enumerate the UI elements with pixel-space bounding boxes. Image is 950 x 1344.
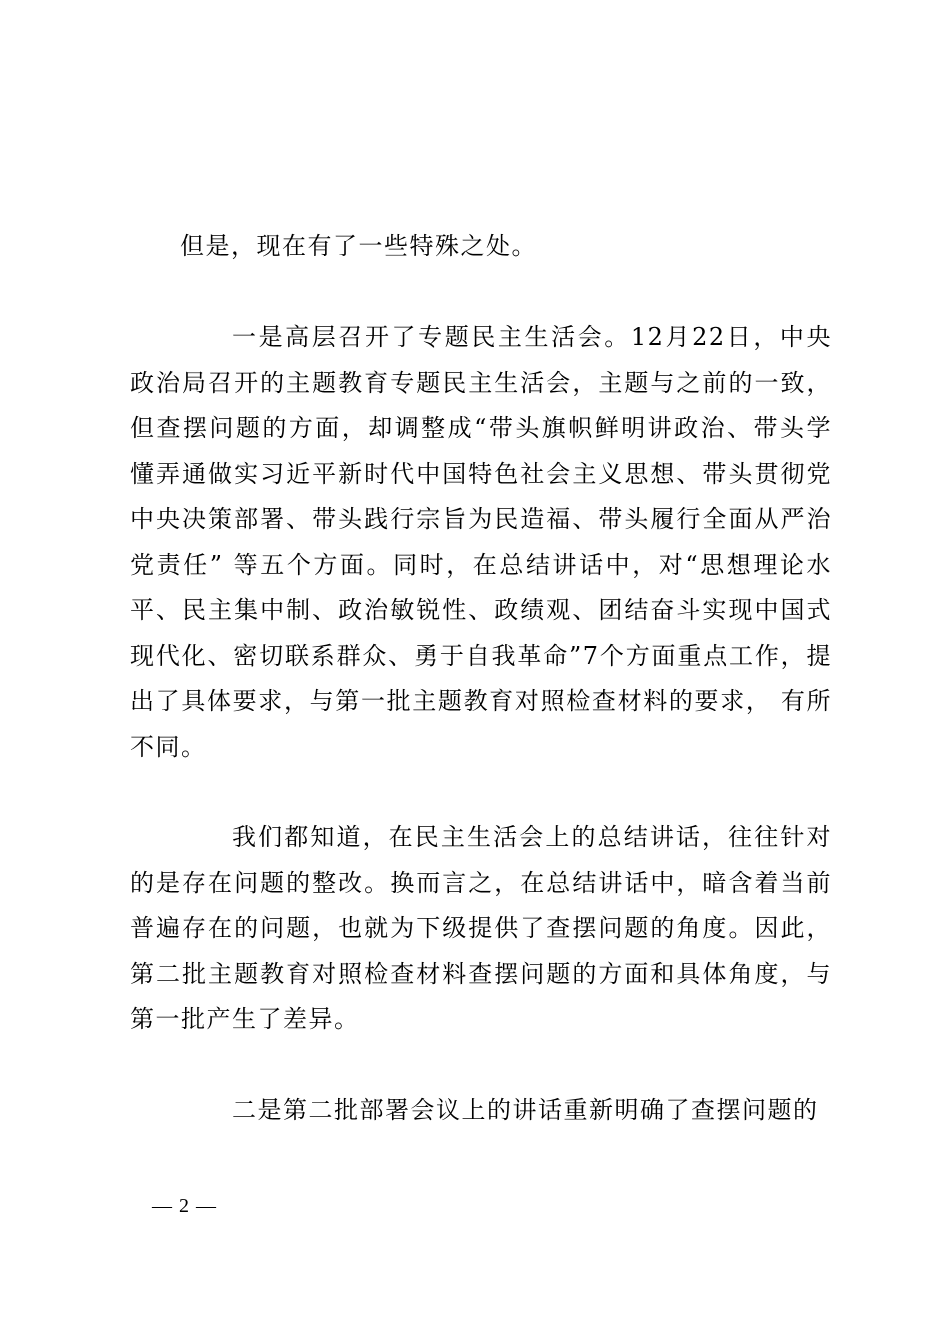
paragraph-second-point: 二是第二批部署会议上的讲话重新明确了查摆问题的	[232, 1096, 819, 1124]
paragraph-analysis: 我们都知道，在民主生活会上的总结讲话，往往针对的是存在问题的整改。换而言之，在总结讲话中，暗含着当前普遍存在的问题，也就为下级提供了查摆问题的角度。因此，第二批主题教育对照检查材料查摆问题的方面和具体角度，与第一批产生了差异。	[130, 823, 832, 1033]
paragraph-first-point: 一是高层召开了专题民主生活会。12月22日，中央政治局召开的主题教育专题民主生活会，主题与之前的一致，但查摆问题的方面，却调整成“带头旗帜鲜明讲政治、带头学懂弄通做实习近平新时代中国特色社会主义思想、带头贯彻党中央决策部署、带头践行宗旨为民造福、带头履行全面从严治党责任” 等五个方面。同时，在总结讲话中，对“思想理论水平、民主集中制、政治敏锐性、政绩观、团结奋斗实现中国式现代化、密切联系群众、勇于自我革命”7个方面重点工作，提出了具体要求，与第一批主题教育对照检查材料的要求， 有所不同。	[130, 323, 832, 761]
page-number: — 2 —	[152, 1195, 217, 1217]
paragraph-intro: 但是，现在有了一些特殊之处。	[180, 232, 537, 260]
